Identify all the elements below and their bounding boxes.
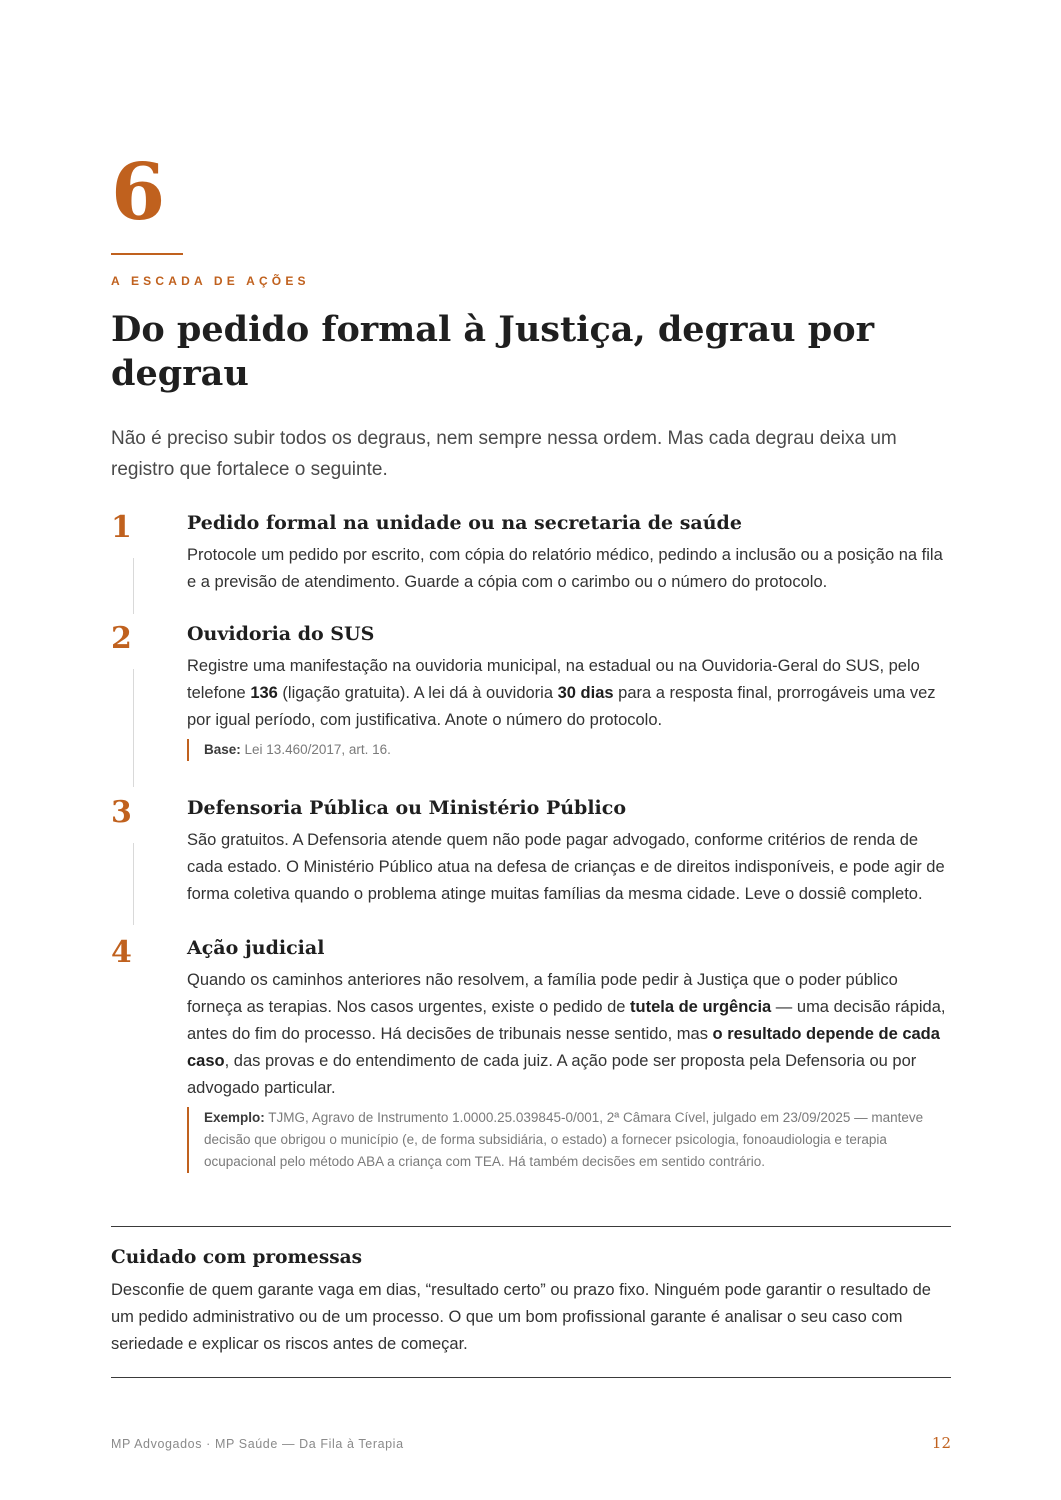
warning-title: Cuidado com promessas [111,1247,363,1268]
step-text: São gratuitos. A Defensoria atende quem não pode pagar advogado, conforme critérios de renda de cada estado. O Ministério Público atua na defesa de crianças e de direitos indisponíveis, e pode agir de forma coletiva quando o problema atinge muitas famílias da mesma cidade. Leve o dossiê completo. [187,831,945,903]
step-connector [133,558,134,614]
step-number: 2 [111,621,132,656]
page-number: 12 [931,1434,951,1452]
step-connector [133,669,134,787]
step-title: Defensoria Pública ou Ministério Público [187,797,627,819]
chapter-divider [111,253,183,255]
step-text: Quando os caminhos anteriores não resolvem, a família pode pedir à Justiça que o poder público forneça as terapias. Nos casos urgentes, existe o pedido de tutela de urgência — uma decisão rápida, antes do fim do processo. Há decisões de tribunais nesse sentido, mas o resultado depende de cada caso, das provas e do entendimento de cada juiz. A ação pode ser proposta pela Defensoria ou por advogado particular. [187,971,946,1097]
highlight-term: o resultado depende de cada caso [187,1025,940,1070]
step-text: Registre uma manifestação na ouvidoria municipal, na estadual ou na Ouvidoria-Geral do SUS, pelo telefone 136 (ligação gratuita). A lei dá à ouvidoria 30 dias para a resposta final, prorrogáveis uma vez por igual período, com justificativa. Anote o número do protocolo. [187,657,936,729]
step-title: Ouvidoria do SUS [187,623,375,645]
step-connector [133,843,134,925]
page-title: Do pedido formal à Justiça, degrau por degrau [111,309,875,394]
step-title: Pedido formal na unidade ou na secretaria de saúde [187,512,742,534]
intro-paragraph: Não é preciso subir todos os degraus, nem sempre nessa ordem. Mas cada degrau deixa um registro que fortalece o seguinte. [111,428,897,480]
phone-number: 136 [250,684,278,702]
step-body [187,621,951,761]
highlight-term: tutela de urgência [630,998,772,1016]
warning-top-rule [111,1226,951,1227]
step-body [187,935,951,1173]
chapter-eyebrow: A ESCADA DE AÇÕES [111,274,310,288]
step-body [187,510,951,596]
example-note: Exemplo: TJMG, Agravo de Instrumento 1.0000.25.039845-0/001, 2ª Câmara Cível, julgado em 23/09/2025 — manteve decisão que obrigou o município (e, de forma subsidiária, o estado) a fornecer psicologia, fonoaudiologia e terapia ocupacional pelo método ABA a criança com TEA. Há também decisões em sentido contrário. [187,1107,951,1173]
legal-basis-note: Base: Lei 13.460/2017, art. 16. [187,739,951,761]
footer-publication: MP Advogados · MP Saúde — Da Fila à Terapia [111,1437,404,1451]
step-body [187,795,951,908]
deadline: 30 dias [557,684,614,702]
step-number: 1 [111,510,132,545]
step-number: 3 [111,795,132,830]
step-title: Ação judicial [187,937,325,959]
warning-bottom-rule [111,1377,951,1378]
chapter-number: 6 [111,147,166,238]
warning-text: Desconfie de quem garante vaga em dias, “resultado certo” ou prazo fixo. Ninguém pode garantir o resultado de um pedido administrativo ou de um processo. O que um bom profissional garante é analisar o seu caso com seriedade e explicar os riscos antes de começar. [111,1281,931,1353]
step-number: 4 [111,935,132,970]
step-text: Protocole um pedido por escrito, com cópia do relatório médico, pedindo a inclusão ou a posição na fila e a previsão de atendimento. Guarde a cópia com o carimbo ou o número do protocolo. [187,546,943,591]
